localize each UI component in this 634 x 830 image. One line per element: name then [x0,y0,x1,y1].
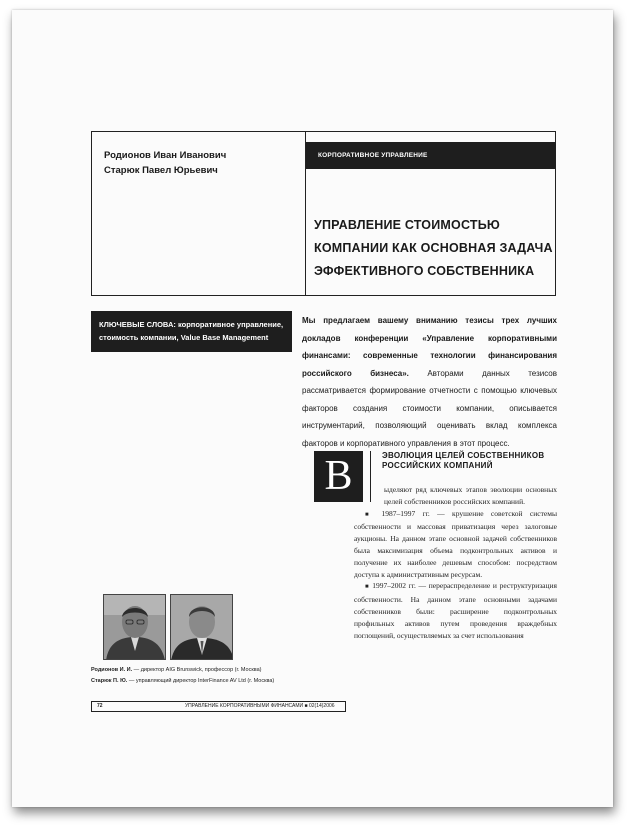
body-paragraph [354,508,557,581]
article-header [91,131,556,296]
title-line: КОМПАНИИ КАК ОСНОВНАЯ ЗАДАЧА [314,241,553,255]
title-line: УПРАВЛЕНИЕ СТОИМОСТЬЮ [314,218,500,232]
rubric-label: КОРПОРАТИВНОЕ УПРАВЛЕНИЕ [306,142,556,169]
issue-number: 02(14)2006 [308,703,335,709]
body-paragraph [354,580,557,641]
author-1: Родионов Иван Иванович [104,150,227,161]
bullet-square-icon: ■ [365,584,370,591]
journal-name-and-issue [185,702,335,711]
caption-rodionov [91,665,331,676]
keywords-label: КЛЮЧЕВЫЕ СЛОВА: [99,320,176,329]
body-paragraph-text: 1997–2002 гг. — перераспределение и реструктуризация собственности. На данном этапе основными задачами собственников были: расширение подконтрольных профильных активов путем проведения враждебных поглощений, осуществляемых за счет использования [354,581,557,640]
lead-text: Авторами данных тезисов рассматривается формирование отчетности с помощью ключевых факторов создания стоимости компании, описывается инструментарий, позволяющий оценивать вклад комплекса факторов и корпоративного управления в этот процесс. [302,368,557,448]
lead-paragraph [302,312,557,452]
caption-staryuk [91,676,331,687]
body-paragraph-text: 1987–1997 гг. — крушение советской системы собственности и массовая приватизация через залоговые аукционы. На данном этапе основной задачей собственников была максимизация объема подконтрольных активов и получение их наиболее дешевым способом: посредством доступа к административным ресурсам. [354,508,557,579]
photo-captions [91,665,331,687]
dropcap: В [314,451,363,502]
caption-role: — управляющий директор InterFinance AV Ltd (г. Москва) [128,678,275,684]
authors [104,148,226,178]
keywords-text: корпоративное управление, стоимость компании, Value Base Management [99,320,284,342]
section-title-line: ЭВОЛЮЦИЯ ЦЕЛЕЙ СОБСТВЕННИКОВ [382,451,545,460]
section-title [382,451,562,471]
body-paragraph: ыделяют ряд ключевых этапов эволюции основных целей собственников российских компаний. [384,485,557,506]
lead-bold: Мы предлагаем вашему вниманию тезисы трех лучших докладов конференции «Управление корпоративными финансами: современные технологии финансирования российского бизнеса». [302,316,557,378]
title-line: ЭФФЕКТИВНОГО СОБСТВЕННИКА [314,264,535,278]
author-photo-rodionov [103,594,166,660]
section-title-line: РОССИЙСКИХ КОМПАНИЙ [382,461,493,470]
caption-name: Старюк П. Ю. [91,678,128,684]
magazine-page [12,10,613,807]
bullet-square-icon: ■ [365,511,375,518]
page-footer [91,701,346,712]
body-text [354,484,557,641]
author-photo-staryuk [170,594,233,660]
keywords-box [91,311,292,352]
caption-role: — директор AIG Brunswick, профессор (г. Москва) [133,667,262,673]
page-number: 72 [97,703,103,709]
journal-name: УПРАВЛЕНИЕ КОРПОРАТИВНЫМИ ФИНАНСАМИ [185,703,304,709]
article-title [314,214,554,283]
footer-square-icon: ■ [304,703,308,709]
author-2: Старюк Павел Юрьевич [104,165,218,176]
caption-name: Родионов И. И. [91,667,133,673]
